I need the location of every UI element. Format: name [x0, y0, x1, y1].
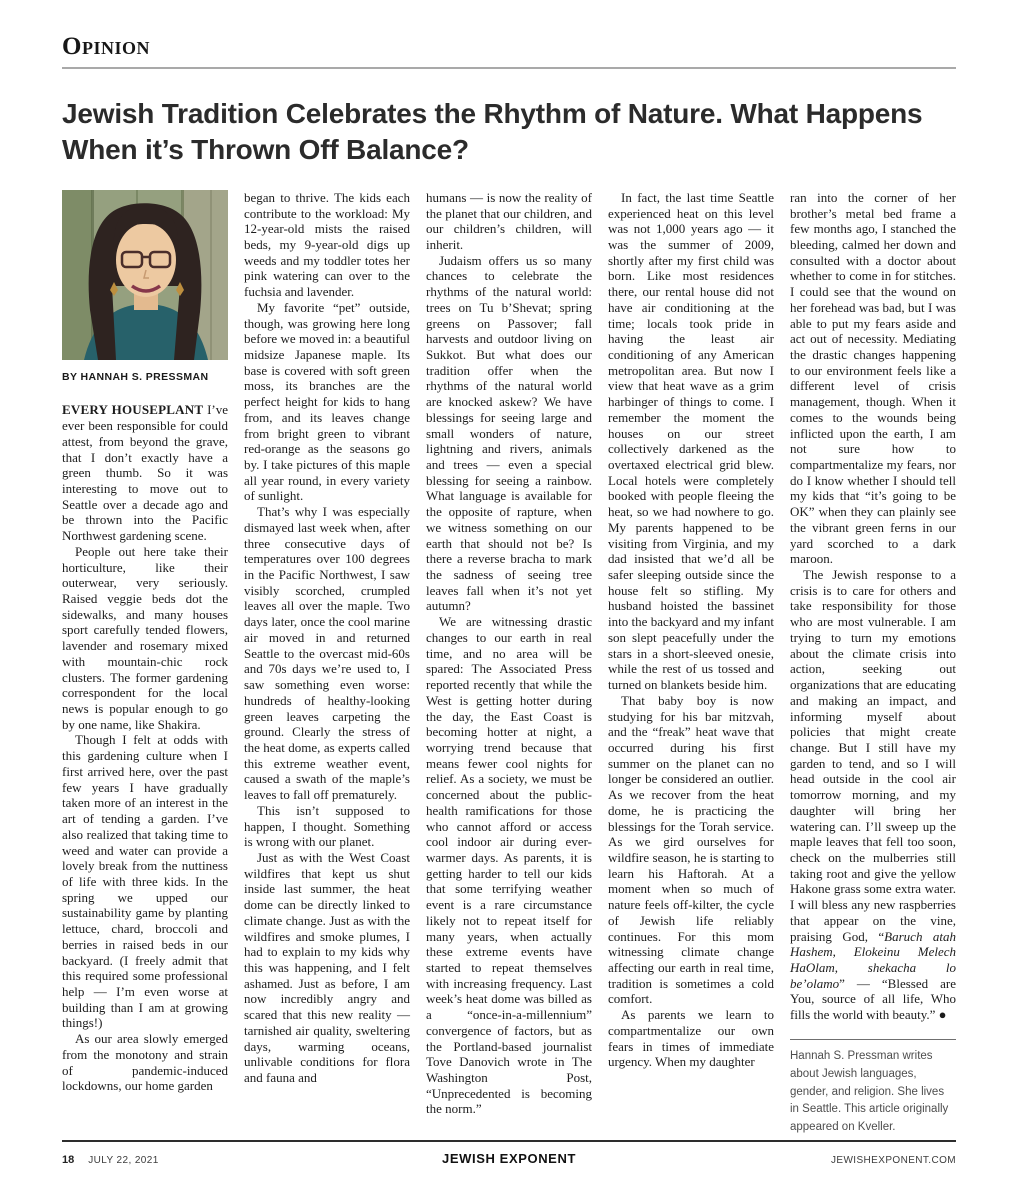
author-photo-image — [62, 190, 228, 360]
article-lead-in: EVERY HOUSEPLANT — [62, 402, 204, 418]
page-header — [62, 34, 956, 169]
page-footer — [62, 1140, 956, 1168]
hebrew-blessing-transliteration: Baruch atah Hashem, Elokeinu Melech HaOlam, shekacha lo be’olamo — [790, 928, 956, 991]
article-closing-paragraph — [790, 567, 956, 1023]
issue-date: JULY 22, 2021 — [88, 1155, 159, 1166]
article-paragraph: Though I felt at odds with this gardening culture when I first arrived here, over the past few years I have gradually taken more of an interest in the art of tending a garden. I’ve also realized that taking time to weed and water can provide a lovely break from the nuttiness of life with three kids. In the spring we upped our sustainability game by planting lettuce, chard, broccoli and berries in raised beds in our backyard. (I freely admit that this required some professional help — I’m even worse at building than I am at growing things!) — [62, 732, 228, 1031]
article-paragraph-text: I’ve ever been responsible for could attest, from beyond the grave, that I don’t exactly have a green thumb. So it was interesting to move out to Seattle over a decade ago and be thrown into the Pacific Northwest gardening scene. — [62, 402, 228, 544]
article-paragraph: In fact, the last time Seattle experienced heat on this level was not 1,000 years ago — it was the summer of 2009, shortly after my first child was born. Like most residences there, our rental house did not have air conditioning at the time; locals took pride in having the least air conditioning of any American metropolitan area. But now I view that heat wave as a grim harbinger of things to come. I remember the moment the houses on our street collectively darkened as the overtaxed electrical grid blew. Local hotels were completely booked with people fleeing the heat, so we had nowhere to go. My parents happened to be visiting from Virginia, and my dad insisted that we’d all be safer sleeping outside since the house felt so stifling. My husband hoisted the bassinet into the backyard and my infant son slept peacefully under the stars in a short-sleeved onesie, while the rest of us tossed and turned on blankets beside him. — [608, 189, 774, 693]
byline: BY HANNAH S. PRESSMAN — [62, 370, 209, 383]
footer-left — [62, 1154, 360, 1166]
article-paragraph: humans — is now the reality of the planet that our children, and our children’s children, will inherit. — [426, 189, 592, 252]
article-paragraph: That’s why I was especially dismayed last week when, after three consecutive days of temperatures over 100 degrees in the Pacific Northwest, I saw visibly scorched, crumpled leaves all over the maple. Two days later, once the cool marine air moved in and returned Seattle to the overcast mid-60s and 70s days we’re used to, I saw something even worse: hundreds of healthy-looking green leaves carpeting the ground. Clearly the stress of the heat dome, as experts called this extreme weather event, caused a swath of the maple’s leaves to fall off prematurely. — [244, 504, 410, 803]
article-paragraph: ran into the corner of her brother’s metal bed frame a few months ago, I stanched the bleeding, calmed her down and consulted with a doctor about whether to come in for stitches. I could see that the wound on her forehead was bad, but I was able to put my fears aside and act out of necessity. Mediating the drastic changes happening to our environment feels like a different level of crisis management, though. When it comes to the wounds being inflicted upon the earth, I am not sure how to compartmentalize my fears, nor do I know whether I should tell my kids that “it’s going to be OK” when they can plainly see the vibrant green ferns in our yard scorched to a dark maroon. — [790, 189, 956, 567]
article-paragraph: People out here take their horticulture, like their outerwear, very seriously. Raised veggie beds dot the sidewalks, and many houses sport carefully tended flowers, lavender and rosemary mixed with mountain-chic rock clusters. The former gardening correspondent for the local news is popular enough to go by one name, like Shakira. — [62, 543, 228, 732]
article-paragraph: Judaism offers us so many chances to celebrate the rhythms of the natural world: trees on Tu b’Shevat; spring greens on Passover; fall harvests and outdoor living on Sukkot. But what does our tradition offer when the rhythms of the natural world are knocked askew? We have blessings for seeing large and small wonders of nature, lightning and rivers, animals and trees — even a special blessing for seeing a rainbow. What language is available for the opposite of rapture, when we witness something on our earth that should not be? Is there a reverse bracha to mark the sadness of seeing tree leaves fall when it’s not yet autumn? — [426, 252, 592, 614]
article-paragraph: That baby boy is now studying for his bar mitzvah, and the “freak” heat wave that occurred during his first summer on the planet can no longer be considered an outlier. As we recover from the heat dome, he is practicing the blessings for the Torah service. As we gird ourselves for wildfire season, he is starting to learn his Haftorah. At a moment when so much of nature feels off-kilter, the cycle of Jewish life reliably continues. For this mom witnessing climate change affecting our earth in real time, tradition is sometimes a cold comfort. — [608, 692, 774, 1007]
article-column-3 — [426, 190, 592, 1137]
article-paragraph — [62, 402, 228, 543]
article-paragraph: This isn’t supposed to happen, I thought. Something is wrong with our planet. — [244, 802, 410, 850]
website-url: JEWISHEXPONENT.COM — [831, 1155, 956, 1166]
article-paragraph: Just as with the West Coast wildfires that kept us shut inside last summer, the heat dome can be directly linked to climate change. Just as with the wildfires and smoke plumes, I had to explain to my kids why this was happening, and I felt ashamed. Just as before, I am now incredibly angry and scared that this new reality — tarnished air quality, sweltering days, warming oceans, unlivable conditions for flora and fauna and — [244, 849, 410, 1086]
article-column-4 — [608, 190, 774, 1137]
article-paragraph: As parents we learn to compartmentalize our own fears in times of immediate urgency. When my daughter — [608, 1007, 774, 1070]
headline: Jewish Tradition Celebrates the Rhythm of Nature. What Happens When it’s Thrown Off Balance? — [62, 98, 923, 166]
footer-right — [658, 1150, 956, 1168]
article-paragraph: We are witnessing drastic changes to our earth in real time, and no area will be spared: The Associated Press reported recently that while the West is getting hotter during the day, the East Coast is becoming hotter at night, a worrying trend because that means fewer cool nights for relief. As a society, we must be concerned about the public-health ramifications for those who cannot afford or access cool indoor air during ever-warmer days. As parents, it is getting harder to tell our kids that some terrifying weather event is a rare circumstance likely not to repeat itself for many years, when actually these extreme events have started to repeat themselves with increasing frequency. Last week’s heat dome was billed as a “once-in-a-millennium” convergence of factors, but as the Portland-based journalist Tove Danovich wrote in The Washington Post, “Unprecedented is becoming the norm.” — [426, 614, 592, 1117]
author-photo — [62, 190, 228, 360]
closing-text-end: ” — “Blessed are You, source of all life, Who fills the world with beauty.” ● — [790, 975, 956, 1023]
section-label: Opinion — [62, 33, 150, 60]
article-columns — [62, 190, 956, 1137]
article-paragraph: began to thrive. The kids each contribute to the workload: My 12-year-old mists the raised beds, my 9-year-old digs up weeds and my toddler totes her pink watering can over to the fuchsia and lavender. — [244, 189, 410, 300]
section-rule — [62, 67, 956, 69]
closing-text: The Jewish response to a crisis is to care for others and take responsibility for those who are most vulnerable. I am trying to turn my emotions about the climate crisis into action, seeking out organizations that are educating and making an impact, and informing myself about policies that might create change. But I still have my garden to tend, and so I will head outside in the cool air tomorrow morning, and my daughter will bring her watering can. I’ll sweep up the maple leaves that fell too soon, check on the mulberries still taking root and give the yellow Hakone grass some extra water. I will bless any new raspberries that appear on the vine, praising God, “ — [790, 567, 956, 944]
article-paragraph: My favorite “pet” outside, though, was growing here long before we moved in: a beautiful midsize Japanese maple. Its base is covered with soft green moss, its branches are the perfect height for kids to hang from, and its leaves change from bright green to vibrant red-orange as the seasons go by. I take pictures of this maple all year round, in every variety of sunlight. — [244, 299, 410, 504]
article-column-2 — [244, 190, 410, 1137]
article-column-5 — [790, 190, 956, 1137]
article-column-1 — [62, 190, 228, 1137]
page-number: 18 — [62, 1154, 75, 1166]
article-paragraph: As our area slowly emerged from the monotony and strain of pandemic-induced lockdowns, our home garden — [62, 1031, 228, 1094]
author-bio: Hannah S. Pressman writes about Jewish languages, gender, and religion. She lives in Seattle. This article originally appeared on Kveller. — [790, 1039, 956, 1137]
footer-center — [360, 1150, 658, 1168]
publication-name: JEWISH EXPONENT — [442, 1151, 576, 1166]
